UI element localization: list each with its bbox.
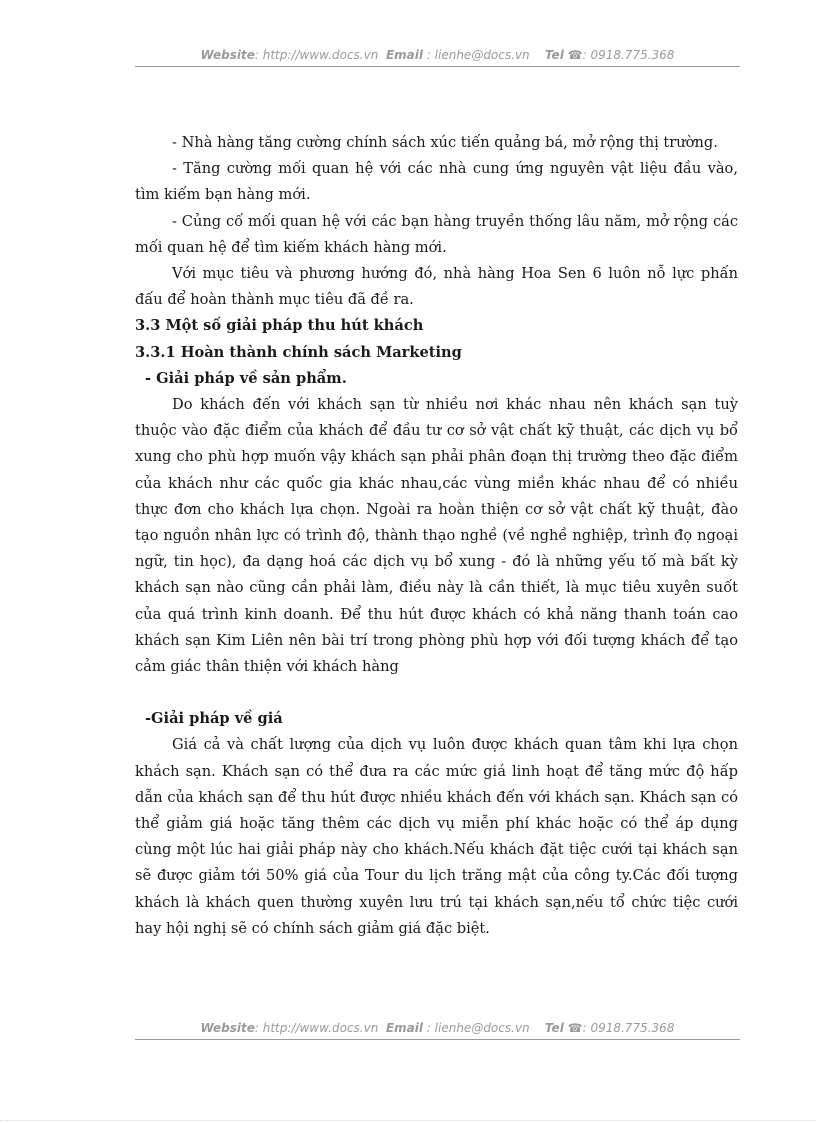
paragraph-product-solution: Do khách đến với khách sạn từ nhiều nơi khác nhau nên khách sạn tuỳ thuộc vào đặc điểm của khách để đầu tư cơ sở vật chất kỹ thuật, các dịch vụ bổ xung cho phù hợp muốn vậy khách sạn phải phân đoạn thị trường theo đặc điểm của khách như các quốc gia khác nhau,các vùng miền khác nhau để có nhiều thực đơn cho khách lựa chọn. Ngoài ra hoàn thiện cơ sở vật chất kỹ thuật, đào tạo nguồn nhân lực có trình độ, thành thạo nghề (về nghề nghiệp, trình đọ ngoại ngữ, tin học), đa dạng hoá các dịch vụ bổ xung - đó là những yếu tố mà bất kỳ khách sạn nào cũng cần phải làm, điều này là cần thiết, là mục tiêu xuyên suốt của quá trình kinh doanh. Để thu hút được khách có khả năng thanh toán cao khách sạn Kim Liên nên bài trí trong phòng phù hợp với đối tượng khách để tạo cảm giác thân thiện với khách hàng [135,396,738,676]
footer-email-value: : lienhe@docs.vn [423,1021,530,1035]
document-body [135,130,738,942]
header-tel-value: : 0918.775.368 [582,48,675,62]
subheading-product-solution: - Giải pháp về sản phẩm. [145,369,347,387]
header-tel-label: Tel [544,48,564,62]
paragraph-suppliers: - Tăng cường mối quan hệ với các nhà cung ứng nguyên vật liệu đầu vào, tìm kiếm bạn hàng mới. [135,160,738,204]
paragraph-partners: - Củng cố mối quan hệ với các bạn hàng truyền thống lâu năm, mở rộng các mối quan hệ để tìm kiếm khách hàng mới. [135,212,738,256]
section-heading-3-3-1: 3.3.1 Hoàn thành chính sách Marketing [135,343,462,361]
footer-rule [135,1039,740,1040]
header-website-value: : http://www.docs.vn [254,48,379,62]
footer-tel-value: : 0918.775.368 [582,1021,675,1035]
phone-icon: ☎ [567,48,583,62]
page-header [135,48,740,63]
phone-icon: ☎ [567,1021,583,1035]
header-rule [135,66,740,67]
page-bottom-edge [0,1120,816,1121]
header-email-value: : lienhe@docs.vn [423,48,530,62]
paragraph-goals: Với mục tiêu và phương hướng đó, nhà hàng Hoa Sen 6 luôn nỗ lực phấn đấu để hoàn thành mục tiêu đã đề ra. [135,265,738,309]
page-footer [135,1021,740,1036]
footer-website-value: : http://www.docs.vn [254,1021,379,1035]
subheading-price-solution: -Giải pháp về giá [145,710,283,728]
paragraph-price-solution: Giá cả và chất lượng của dịch vụ luôn được khách quan tâm khi lựa chọn khách sạn. Khách sạn có thể đưa ra các mức giá linh hoạt để tăng mức độ hấp dẫn của khách sạn để thu hút được nhiều khách đến với khách sạn. Khách sạn có thể giảm giá hoặc tăng thêm các dịch vụ miễn phí khác hoặc có thể áp dụng cùng một lúc hai giải pháp này cho khách.Nếu khách đặt tiệc cưới tại khách sạn sẽ được giảm tới 50% giá của Tour du lịch trăng mật của công ty.Các đối tượng khách là khách quen thường xuyên lưu trú tại khách sạn,nếu tổ chức tiệc cưới hay hội nghị sẽ có chính sách giảm giá đặc biệt. [135,736,738,937]
section-heading-3-3: 3.3 Một số giải pháp thu hút khách [135,317,424,335]
header-website-label: Website [200,48,255,62]
header-email-label: Email [385,48,423,62]
footer-tel-label: Tel [544,1021,564,1035]
footer-email-label: Email [385,1021,423,1035]
footer-website-label: Website [200,1021,255,1035]
paragraph-promotion: - Nhà hàng tăng cường chính sách xúc tiến quảng bá, mở rộng thị trường. [172,134,718,151]
